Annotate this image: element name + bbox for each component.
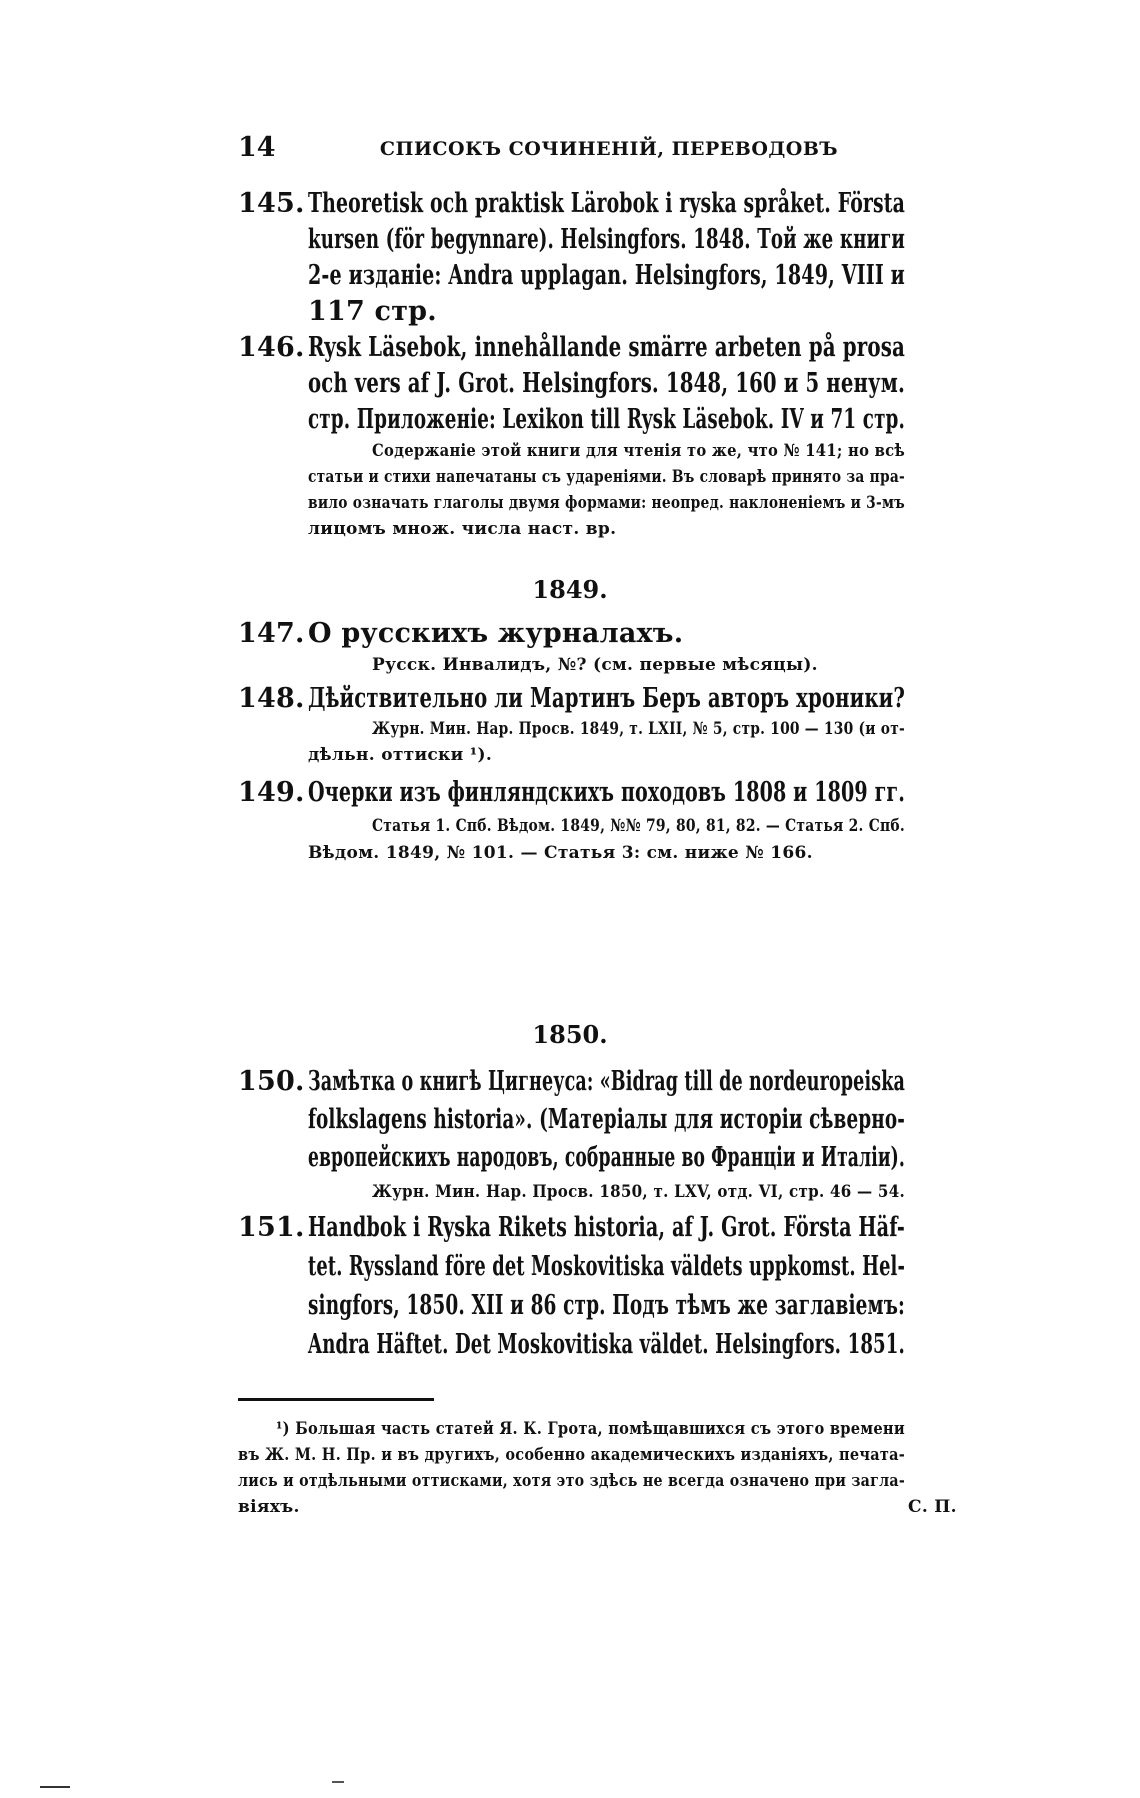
scan-mark [40,1786,70,1788]
entry-number: 146. [238,332,305,363]
running-title: СПИСОКЪ СОЧИНЕНІЙ, ПЕРЕВОДОВЪ [379,138,839,160]
entry-note: Журн. Мин. Нар. Просв. 1850, т. LXV, отд. VI, стр. 46 — 54. [372,1182,905,1202]
entry-line: Замѣтка о книгѣ Цигнеуса: «Bidrag till de nordeuropeiska [308,1066,905,1097]
year-heading-1849: 1849. [532,575,608,604]
entry-note: Содержаніе этой книги для чтенія то же, что № 141; но всѣ [372,441,905,461]
entry-line: Очерки изъ финляндскихъ походовъ 1808 и 1809 гг. [308,777,905,808]
footnote-line: въ Ж. М. Н. Пр. и въ другихъ, особенно академическихъ изданіяхъ, печата- [238,1445,905,1465]
entry-line: tet. Ryssland före det Moskovitiska väldets uppkomst. Hel- [308,1251,905,1282]
entry-line: 2-е изданіе: Andra upplagan. Helsingfors, 1849, VIII и [308,260,905,291]
entry-line: Handbok i Ryska Rikets historia, af J. Grot. Första Häf- [308,1212,905,1243]
footnote-divider [238,1398,434,1401]
entry-note: вило означать глаголы двумя формами: неопред. наклоненіемъ и 3-мъ [308,493,905,513]
entry-line: Andra Häftet. Det Moskovitiska väldet. Helsingfors. 1851. [308,1329,905,1360]
page-number: 14 [238,132,276,163]
scan-mark [332,1781,344,1783]
entry-note: Вѣдом. 1849, № 101. — Статья 3: см. ниже № 166. [308,843,813,863]
entry-line: 117 стр. [308,296,437,327]
entry-number: 145. [238,188,305,219]
entry-line: европейскихъ народовъ, собранные во Франціи и Италіи). [308,1142,905,1173]
footnote-line: ¹) Большая часть статей Я. К. Грота, помѣщавшихся съ этого времени [276,1419,905,1439]
entry-number: 150. [238,1066,305,1097]
entry-line: singfors, 1850. XII и 86 стр. Подъ тѣмъ же заглавіемъ: [308,1290,905,1321]
entry-line: Theoretisk och praktisk Lärobok i ryska språket. Första [308,188,905,219]
entry-number: 151. [238,1212,305,1243]
entry-number: 148. [238,683,305,714]
footnote-line: віяхъ. [238,1497,300,1517]
entry-line: О русскихъ журналахъ. [308,618,684,649]
entry-line: kursen (för begynnare). Helsingfors. 1848. Той же книги [308,224,905,255]
year-heading-1850: 1850. [532,1020,608,1049]
page-header [238,132,980,172]
entry-note: Статья 1. Спб. Вѣдом. 1849, №№ 79, 80, 81, 82. — Статья 2. Спб. [372,816,905,836]
entry-line: Дѣйствительно ли Мартинъ Беръ авторъ хроники? [308,683,905,714]
footnote-signature: С. П. [908,1497,957,1517]
entry-note: Русск. Инвалидъ, №? (см. первые мѣсяцы). [372,655,818,675]
entry-note: статьи и стихи напечатаны съ удареніями. Въ словарѣ принято за пра- [308,467,905,487]
footnote-line: лись и отдѣльными оттисками, хотя это здѣсь не всегда означено при загла- [238,1471,905,1491]
entry-note: дѣльн. оттиски ¹). [308,745,493,765]
entry-line: Rysk Läsebok, innehållande smärre arbeten på prosa [308,332,905,363]
entry-note: Журн. Мин. Нар. Просв. 1849, т. LXII, № 5, стр. 100 — 130 (и от- [372,719,905,739]
entry-line: стр. Приложеніе: Lexikon till Rysk Läsebok. IV и 71 стр. [308,404,905,435]
entry-number: 149. [238,777,305,808]
entry-line: folkslagens historia». (Матеріалы для исторіи сѣверно- [308,1104,905,1135]
entry-line: och vers af J. Grot. Helsingfors. 1848, 160 и 5 ненум. [308,368,905,399]
entry-note: лицомъ множ. числа наст. вр. [308,519,617,539]
entry-number: 147. [238,618,305,649]
